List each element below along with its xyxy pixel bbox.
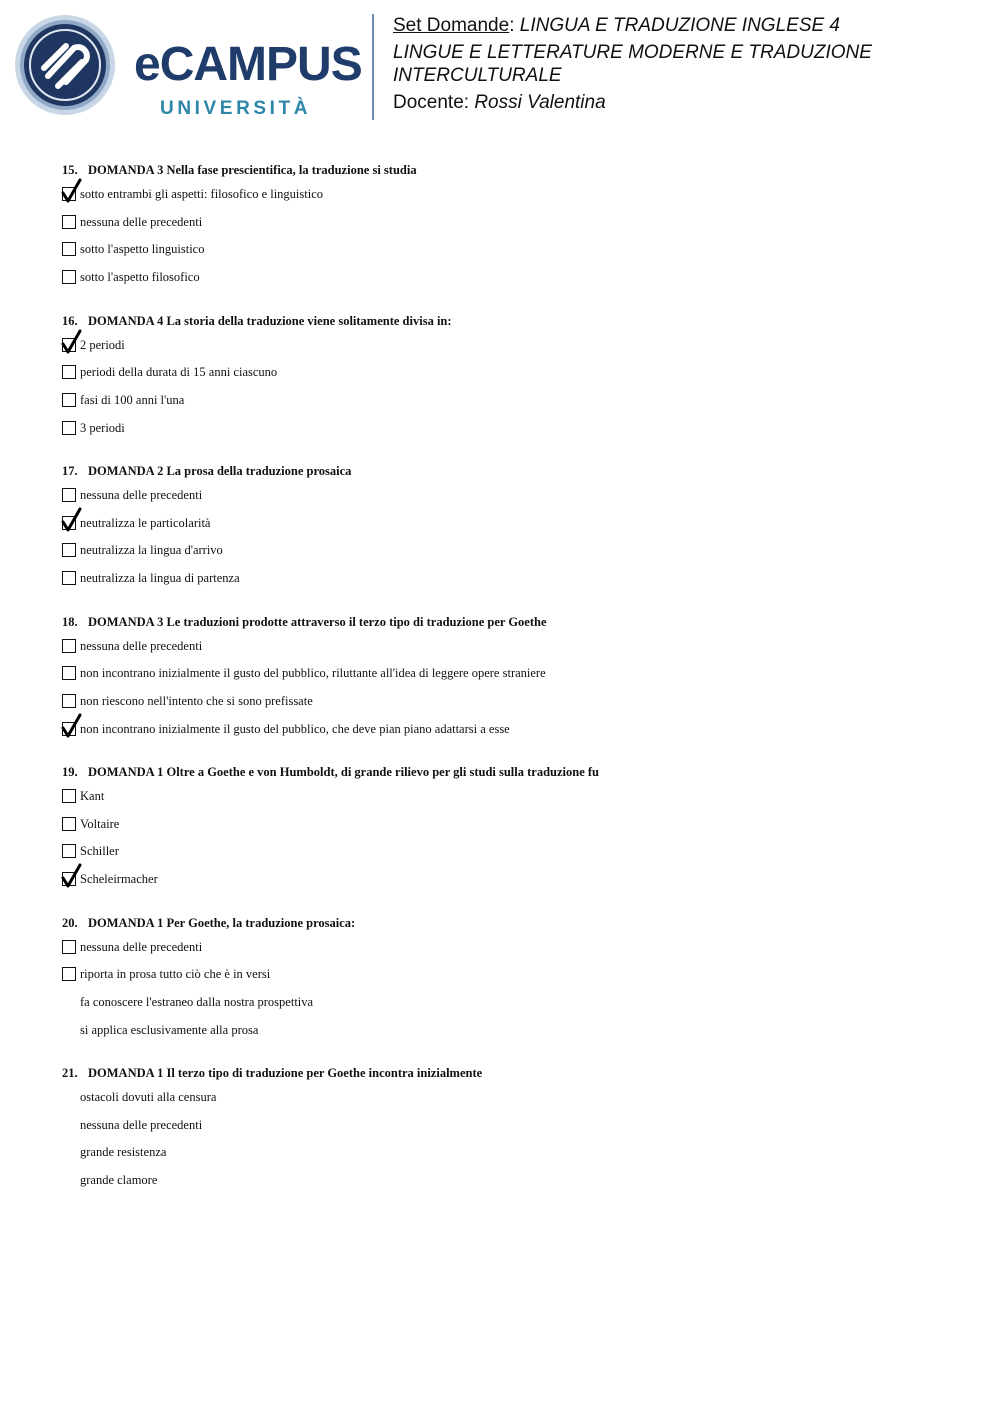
question-block — [62, 913, 355, 1050]
answer-option[interactable] — [62, 487, 351, 515]
answer-option[interactable] — [62, 420, 452, 448]
answer-label: fasi di 100 anni l'una — [80, 392, 185, 407]
answer-label: nessuna delle precedenti — [80, 939, 203, 954]
answer-label: riporta in prosa tutto ciò che è in versi — [80, 967, 271, 982]
question-title — [62, 311, 452, 331]
checkmark-icon — [60, 177, 82, 203]
question-title — [62, 612, 547, 632]
checkmark-icon — [60, 712, 82, 738]
set-row — [393, 14, 953, 37]
course-degree-line1: LINGUE E LETTERATURE MODERNE E TRADUZIONE — [393, 42, 872, 63]
answer-option[interactable] — [62, 638, 547, 666]
answer-label: periodi della durata di 15 anni ciascuno — [80, 365, 278, 380]
answer-option — [62, 994, 355, 1022]
answer-label: non riescono nell'intento che si sono prefissate — [80, 693, 313, 708]
answer-label: 2 periodi — [80, 337, 125, 352]
question-text: DOMANDA 4 La storia della traduzione viene solitamente divisa in: — [88, 313, 452, 328]
question-text: DOMANDA 1 Oltre a Goethe e von Humboldt, di grande rilievo per gli studi sulla traduzione fu — [88, 765, 600, 779]
answer-option[interactable] — [62, 269, 417, 297]
answer-option — [62, 1172, 482, 1200]
answer-option[interactable] — [62, 241, 417, 269]
answer-label: non incontrano inizialmente il gusto del pubblico, che deve pian piano adattarsi a esse — [80, 721, 510, 736]
answer-list — [62, 487, 351, 598]
answer-option — [62, 1022, 355, 1050]
answer-option[interactable] — [62, 364, 452, 392]
answer-option[interactable] — [62, 214, 417, 242]
course-title: LINGUA E TRADUZIONE INGLESE 4 — [519, 15, 841, 36]
answer-label: grande resistenza — [80, 1145, 167, 1160]
answer-label: nessuna delle precedenti — [80, 638, 203, 653]
brand-subtitle: UNIVERSITÀ — [160, 98, 312, 119]
question-block — [62, 160, 417, 297]
ecampus-logo — [14, 14, 362, 119]
answer-option[interactable] — [62, 186, 417, 214]
answer-option — [62, 1144, 482, 1172]
checkbox[interactable] — [62, 666, 76, 680]
question-text: DOMANDA 1 Il terzo tipo di traduzione per Goethe incontra inizialmente — [88, 1066, 483, 1080]
answer-list — [62, 186, 417, 297]
checkbox[interactable] — [62, 421, 76, 435]
answer-option[interactable] — [62, 665, 547, 693]
answer-label: neutralizza la lingua d'arrivo — [80, 543, 223, 558]
checkbox[interactable] — [62, 571, 76, 585]
checkmark-icon — [60, 506, 82, 532]
checkbox[interactable] — [62, 694, 76, 708]
brand-wordmark — [134, 38, 362, 119]
answer-label: grande clamore — [80, 1173, 158, 1188]
answer-label: ostacoli dovuti alla censura — [80, 1090, 217, 1104]
question-text: DOMANDA 3 Nella fase prescientifica, la traduzione si studia — [88, 163, 417, 177]
answer-label: neutralizza le particolarità — [80, 515, 211, 530]
answer-list — [62, 1089, 482, 1200]
checkbox[interactable] — [62, 393, 76, 407]
question-block — [62, 762, 599, 899]
course-degree-line2: INTERCULTURALE — [393, 65, 562, 86]
teacher-row — [393, 91, 953, 114]
brand-name: eCAMPUS — [134, 38, 362, 91]
checkbox[interactable] — [62, 365, 76, 379]
answer-label: 3 periodi — [80, 420, 125, 435]
checkbox[interactable] — [62, 817, 76, 831]
answer-option[interactable] — [62, 871, 599, 899]
answer-option — [62, 1117, 482, 1145]
university-seal-icon — [14, 14, 116, 116]
question-title — [62, 461, 351, 481]
answer-list — [62, 337, 452, 448]
answer-label: Voltaire — [80, 816, 120, 831]
answer-option[interactable] — [62, 392, 452, 420]
answer-option[interactable] — [62, 515, 351, 543]
answer-label: Kant — [80, 789, 105, 803]
course-info — [393, 14, 953, 114]
checkbox[interactable] — [62, 242, 76, 256]
question-block — [62, 311, 452, 448]
checkbox[interactable] — [62, 215, 76, 229]
checkbox[interactable] — [62, 488, 76, 502]
checkbox[interactable] — [62, 789, 76, 803]
set-label: Set Domande — [393, 15, 510, 36]
question-block — [62, 461, 351, 598]
checkbox[interactable] — [62, 639, 76, 653]
answer-label: sotto l'aspetto linguistico — [80, 242, 205, 257]
question-title — [62, 160, 417, 180]
checkmark-icon — [60, 328, 82, 354]
question-block — [62, 1063, 482, 1200]
answer-label: Scheleirmacher — [80, 872, 158, 887]
answer-label: nessuna delle precedenti — [80, 214, 203, 229]
question-number: 21. — [62, 1066, 78, 1080]
answer-label: nessuna delle precedenti — [80, 488, 203, 502]
question-title — [62, 913, 355, 933]
answer-list — [62, 939, 355, 1050]
checkbox[interactable] — [62, 844, 76, 858]
answer-option[interactable] — [62, 570, 351, 598]
question-title — [62, 762, 599, 782]
checkmark-icon — [60, 862, 82, 888]
answer-label: sotto entrambi gli aspetti: filosofico e linguistico — [80, 187, 324, 201]
question-title — [62, 1063, 482, 1083]
answer-label: neutralizza la lingua di partenza — [80, 571, 240, 586]
answer-label: nessuna delle precedenti — [80, 1117, 203, 1132]
checkbox[interactable] — [62, 967, 76, 981]
answer-list — [62, 788, 599, 899]
question-text: DOMANDA 1 Per Goethe, la traduzione prosaica: — [88, 915, 356, 930]
course-degree — [393, 41, 953, 87]
checkbox[interactable] — [62, 940, 76, 954]
question-number: 18. — [62, 614, 78, 629]
answer-option[interactable] — [62, 337, 452, 365]
set-colon: : — [509, 15, 515, 36]
answer-label: si applica esclusivamente alla prosa — [80, 1022, 259, 1037]
teacher-name: Rossi Valentina — [474, 92, 606, 113]
answer-option[interactable] — [62, 843, 599, 871]
answer-option — [62, 1089, 482, 1117]
question-text: DOMANDA 2 La prosa della traduzione prosaica — [88, 464, 352, 478]
answer-option[interactable] — [62, 542, 351, 570]
answer-option[interactable] — [62, 939, 355, 967]
question-number: 20. — [62, 915, 78, 930]
answer-label: non incontrano inizialmente il gusto del pubblico, riluttante all'idea di leggere opere straniere — [80, 666, 546, 681]
answer-option[interactable] — [62, 693, 547, 721]
question-number: 17. — [62, 464, 78, 478]
answer-label: Schiller — [80, 844, 119, 859]
teacher-label: Docente: — [393, 92, 470, 113]
checkbox[interactable] — [62, 543, 76, 557]
question-number: 19. — [62, 765, 78, 779]
answer-option[interactable] — [62, 788, 599, 816]
question-text: DOMANDA 3 Le traduzioni prodotte attraverso il terzo tipo di traduzione per Goethe — [88, 614, 547, 629]
answer-option[interactable] — [62, 816, 599, 844]
answer-option[interactable] — [62, 966, 355, 994]
answer-label: fa conoscere l'estraneo dalla nostra prospettiva — [80, 994, 314, 1009]
question-number: 15. — [62, 163, 78, 177]
question-block — [62, 612, 547, 749]
answer-list — [62, 638, 547, 749]
header-divider — [372, 14, 374, 120]
question-number: 16. — [62, 313, 78, 328]
answer-option[interactable] — [62, 721, 547, 749]
checkbox[interactable] — [62, 270, 76, 284]
answer-label: sotto l'aspetto filosofico — [80, 270, 200, 285]
